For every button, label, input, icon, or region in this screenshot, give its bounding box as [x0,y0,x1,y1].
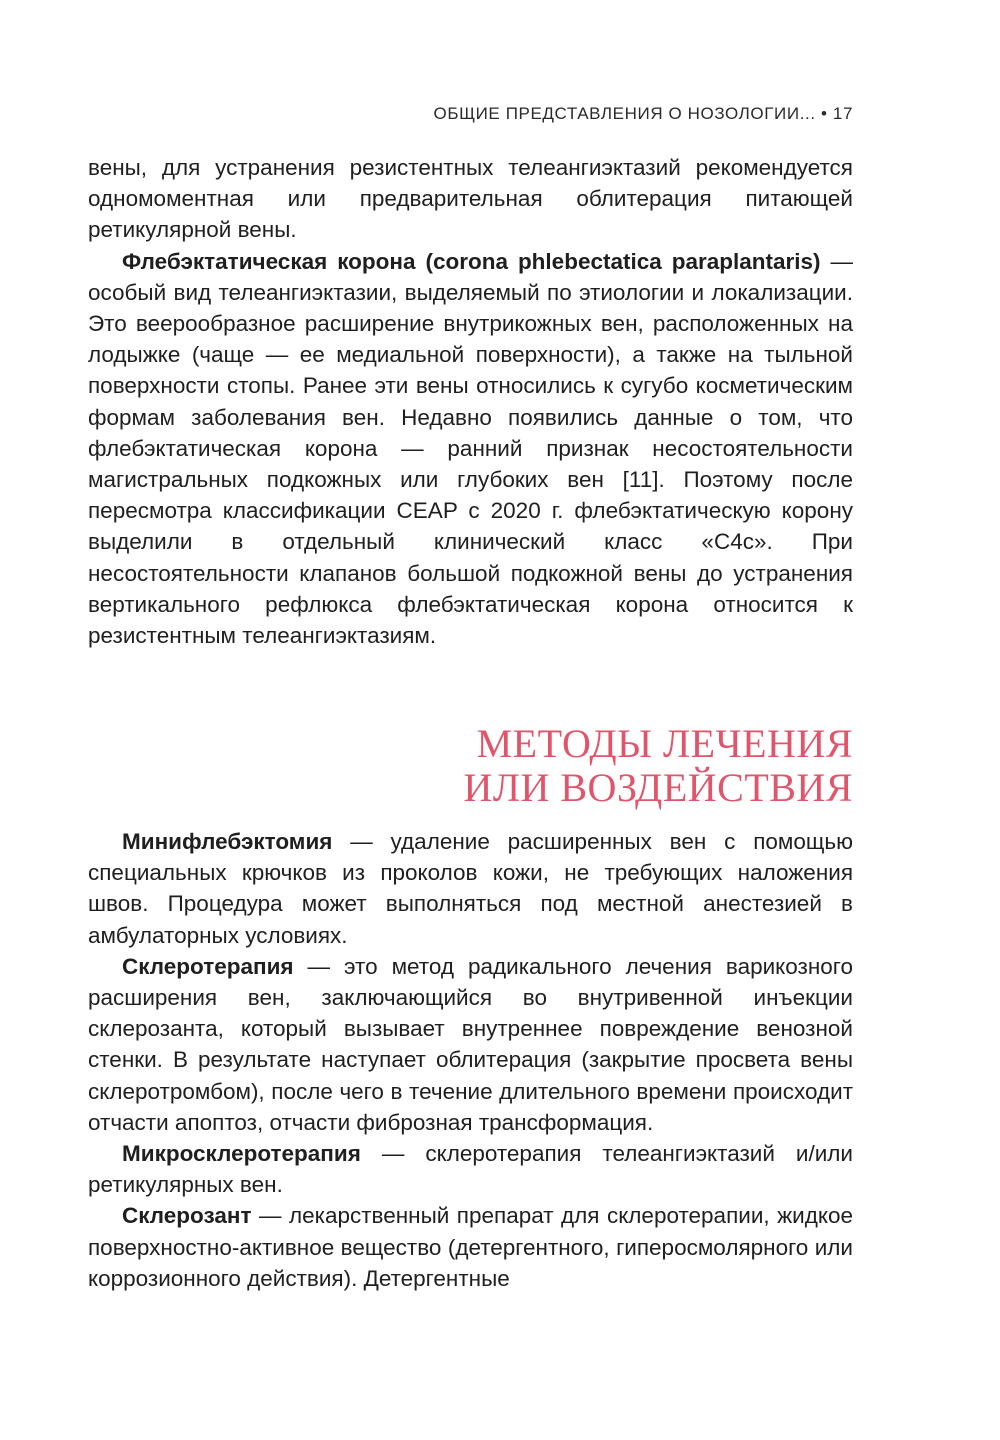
paragraph-phlebectatic-corona [88,246,853,652]
body-text-bottom [88,826,853,1294]
paragraph-text: — лекарственный препарат для склеротерапии, жидкое поверхностно-активное вещество (детергентного, гиперосмолярного или коррозионного действия). Детергентные [88,1203,853,1291]
section-title [88,722,853,810]
section-title-line-2: ИЛИ ВОЗДЕЙСТВИЯ [463,765,853,810]
running-head [434,104,854,124]
paragraph-text: — это метод радикального лечения варикозного расширения вен, заключающийся во внутривенной инъекции склерозанта, который вызывает внутреннее повреждение венозной стенки. В результате наступает облитерация (закрытие просвета вены склеротромбом), после чего в течение длительного времени происходит отчасти апоптоз, отчасти фиброзная трансформация. [88,953,853,1135]
paragraph-text: — особый вид телеангиэктазии, выделяемый по этиологии и локализации. Это веерообразное расширение внутрикожных вен, расположенных на лодыжке (чаще — ее медиальной поверхности), а также на тыльной поверхности стопы. Ранее эти вены относились к сугубо косметическим формам заболевания вен. Недавно появились данные о том, что флебэктатическая корона — ранний признак несостоятельности магистральных подкожных или глубоких вен [11]. Поэтому после пересмотра классификации CEAP с 2020 г. флебэктатическую корону выделили в отдельный клинический класс «C4c». При несостоятельности клапанов большой подкожной вены до устранения вертикального рефлюкса флебэктатическая корона относится к резистентным телеангиэктазиям. [88,248,853,649]
running-head-title: ОБЩИЕ ПРЕДСТАВЛЕНИЯ О НОЗОЛОГИИ... [433,104,816,123]
term-bold: Флебэктатическая корона (corona phlebectatica paraplantaris) [122,248,821,274]
paragraph-text: вены, для устранения резистентных телеангиэктазий рекомендуется одномоментная или предварительная облитерация питающей ретикулярной вены. [88,155,853,243]
paragraph-text: — склеротерапия телеангиэктазий и/или ретикулярных вен. [88,1141,853,1198]
term-bold: Склерозант [122,1203,252,1229]
paragraph-sclerotherapy [88,951,853,1138]
section-title-line-1: МЕТОДЫ ЛЕЧЕНИЯ [476,721,853,766]
paragraph-continuation [88,152,853,246]
running-head-separator: • [821,104,828,123]
term-bold: Микросклеротерапия [122,1141,361,1167]
term-bold: Минифлебэктомия [122,829,333,854]
paragraph-miniphlebectomy [88,826,853,951]
paragraph-microsclerotherapy [88,1138,853,1200]
body-text-top [88,152,853,651]
term-bold: Склеротерапия [122,953,294,979]
paragraph-text: — удаление расширенных вен с помощью специальных крючков из проколов кожи, не требующих наложения швов. Процедура может выполняться под местной анестезией в амбулаторных условиях. [88,829,853,948]
page-number: 17 [832,104,853,123]
paragraph-sclerosant [88,1200,853,1294]
